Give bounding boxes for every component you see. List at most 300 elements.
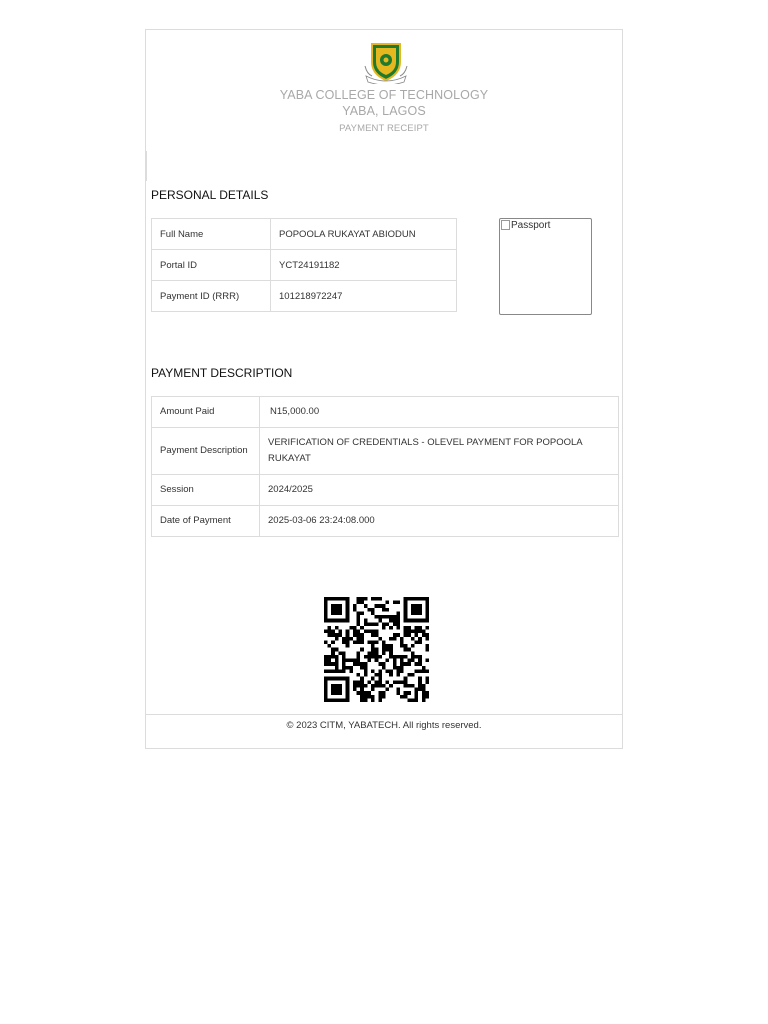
qr-module bbox=[371, 608, 375, 612]
qr-module bbox=[396, 611, 400, 615]
qr-module bbox=[342, 659, 346, 663]
qr-module bbox=[407, 662, 411, 666]
qr-module bbox=[353, 633, 357, 637]
qr-module bbox=[371, 633, 375, 637]
qr-module bbox=[386, 688, 390, 692]
qr-module bbox=[425, 637, 429, 641]
qr-module bbox=[396, 666, 400, 670]
qr-module bbox=[375, 659, 379, 663]
qr-module bbox=[335, 648, 339, 652]
qr-module bbox=[400, 662, 404, 666]
qr-module bbox=[360, 680, 364, 684]
qr-module bbox=[375, 684, 379, 688]
qr-module bbox=[415, 611, 419, 615]
qr-module bbox=[346, 680, 350, 684]
qr-module bbox=[425, 659, 429, 663]
qr-module bbox=[382, 662, 386, 666]
qr-module bbox=[357, 684, 361, 688]
qr-module bbox=[324, 604, 328, 608]
qr-module bbox=[367, 630, 371, 634]
qr-module bbox=[411, 619, 415, 623]
qr-module bbox=[360, 695, 364, 699]
qr-code bbox=[324, 597, 429, 702]
qr-module bbox=[338, 619, 342, 623]
qr-module bbox=[407, 633, 411, 637]
full-name-value: POPOOLA RUKAYAT ABIODUN bbox=[271, 219, 457, 250]
qr-module bbox=[360, 666, 364, 670]
qr-module bbox=[407, 626, 411, 630]
qr-module bbox=[425, 648, 429, 652]
footer-copyright: © 2023 CITM, YABATECH. All rights reserved. bbox=[286, 720, 482, 731]
qr-module bbox=[404, 601, 408, 605]
qr-module bbox=[364, 673, 368, 677]
qr-module bbox=[407, 684, 411, 688]
qr-module bbox=[335, 688, 339, 692]
qr-module bbox=[404, 611, 408, 615]
qr-module bbox=[382, 648, 386, 652]
qr-module bbox=[335, 597, 339, 601]
qr-module bbox=[357, 611, 361, 615]
qr-module bbox=[418, 604, 422, 608]
qr-module bbox=[415, 604, 419, 608]
qr-module bbox=[335, 633, 339, 637]
qr-module bbox=[404, 604, 408, 608]
qr-module bbox=[346, 688, 350, 692]
qr-module bbox=[411, 604, 415, 608]
qr-module bbox=[342, 666, 346, 670]
footer-divider bbox=[146, 714, 622, 715]
qr-module bbox=[357, 659, 361, 663]
qr-module bbox=[386, 659, 390, 663]
qr-module bbox=[386, 648, 390, 652]
qr-module bbox=[342, 597, 346, 601]
qr-module bbox=[389, 684, 393, 688]
qr-module bbox=[360, 633, 364, 637]
qr-module bbox=[324, 659, 328, 663]
qr-module bbox=[396, 688, 400, 692]
qr-module bbox=[360, 626, 364, 630]
qr-module bbox=[425, 615, 429, 619]
qr-module bbox=[411, 684, 415, 688]
qr-module bbox=[346, 611, 350, 615]
qr-module bbox=[364, 662, 368, 666]
qr-module bbox=[386, 608, 390, 612]
qr-module bbox=[364, 597, 368, 601]
qr-module bbox=[346, 640, 350, 644]
qr-module bbox=[346, 691, 350, 695]
qr-module bbox=[353, 640, 357, 644]
qr-module bbox=[375, 615, 379, 619]
qr-module bbox=[331, 677, 335, 681]
qr-module bbox=[415, 655, 419, 659]
qr-module bbox=[346, 659, 350, 663]
qr-module bbox=[400, 669, 404, 673]
qr-module bbox=[422, 666, 426, 670]
qr-module bbox=[382, 684, 386, 688]
qr-module bbox=[346, 677, 350, 681]
qr-module bbox=[342, 669, 346, 673]
qr-module bbox=[346, 637, 350, 641]
qr-module bbox=[386, 644, 390, 648]
qr-module bbox=[415, 640, 419, 644]
qr-module bbox=[386, 680, 390, 684]
qr-module bbox=[331, 648, 335, 652]
qr-module bbox=[393, 680, 397, 684]
qr-module bbox=[324, 611, 328, 615]
qr-module bbox=[353, 680, 357, 684]
qr-module bbox=[371, 611, 375, 615]
qr-module bbox=[331, 684, 335, 688]
qr-module bbox=[371, 677, 375, 681]
qr-module bbox=[349, 666, 353, 670]
qr-module bbox=[400, 655, 404, 659]
amount-paid-label: Amount Paid bbox=[152, 397, 260, 428]
table-row bbox=[152, 219, 457, 250]
qr-module bbox=[378, 669, 382, 673]
qr-module bbox=[407, 619, 411, 623]
qr-module bbox=[378, 615, 382, 619]
qr-module bbox=[378, 619, 382, 623]
qr-module bbox=[382, 695, 386, 699]
qr-module bbox=[422, 684, 426, 688]
qr-module bbox=[393, 666, 397, 670]
qr-module bbox=[331, 597, 335, 601]
qr-module bbox=[422, 630, 426, 634]
qr-module bbox=[346, 695, 350, 699]
qr-module bbox=[396, 655, 400, 659]
qr-module bbox=[415, 695, 419, 699]
qr-module bbox=[382, 622, 386, 626]
qr-module bbox=[346, 601, 350, 605]
qr-module bbox=[389, 655, 393, 659]
qr-module bbox=[353, 626, 357, 630]
qr-module bbox=[335, 669, 339, 673]
qr-module bbox=[328, 630, 332, 634]
qr-module bbox=[425, 644, 429, 648]
qr-module bbox=[418, 637, 422, 641]
qr-module bbox=[371, 622, 375, 626]
qr-module bbox=[342, 637, 346, 641]
qr-module bbox=[382, 644, 386, 648]
table-row bbox=[152, 250, 457, 281]
qr-module bbox=[386, 622, 390, 626]
qr-module bbox=[425, 604, 429, 608]
qr-module bbox=[422, 695, 426, 699]
qr-module bbox=[415, 691, 419, 695]
qr-module bbox=[331, 651, 335, 655]
qr-module bbox=[389, 619, 393, 623]
qr-module bbox=[375, 604, 379, 608]
qr-module bbox=[335, 604, 339, 608]
college-crest-logo bbox=[364, 38, 408, 84]
qr-module bbox=[328, 677, 332, 681]
qr-module bbox=[342, 677, 346, 681]
qr-module bbox=[364, 622, 368, 626]
qr-module bbox=[400, 644, 404, 648]
qr-module bbox=[404, 619, 408, 623]
qr-module bbox=[411, 597, 415, 601]
qr-module bbox=[415, 626, 419, 630]
qr-module bbox=[353, 662, 357, 666]
qr-module bbox=[364, 684, 368, 688]
qr-module bbox=[404, 655, 408, 659]
qr-module bbox=[324, 688, 328, 692]
qr-module bbox=[404, 626, 408, 630]
qr-module bbox=[357, 630, 361, 634]
qr-module bbox=[386, 669, 390, 673]
qr-module bbox=[360, 611, 364, 615]
qr-module bbox=[360, 648, 364, 652]
qr-module bbox=[407, 691, 411, 695]
qr-module bbox=[411, 611, 415, 615]
qr-module bbox=[324, 601, 328, 605]
personal-details-table bbox=[151, 218, 457, 312]
qr-module bbox=[396, 601, 400, 605]
qr-module bbox=[375, 680, 379, 684]
qr-module bbox=[328, 619, 332, 623]
qr-module bbox=[425, 633, 429, 637]
qr-module bbox=[400, 637, 404, 641]
qr-module bbox=[367, 659, 371, 663]
qr-module bbox=[371, 698, 375, 702]
qr-module bbox=[378, 655, 382, 659]
qr-module bbox=[328, 626, 332, 630]
table-row bbox=[152, 506, 619, 537]
qr-module bbox=[382, 651, 386, 655]
qr-module bbox=[328, 633, 332, 637]
qr-module bbox=[357, 673, 361, 677]
qr-module bbox=[407, 630, 411, 634]
qr-module bbox=[353, 630, 357, 634]
qr-module bbox=[425, 626, 429, 630]
qr-module bbox=[407, 659, 411, 663]
qr-module bbox=[415, 597, 419, 601]
portal-id-value: YCT24191182 bbox=[271, 250, 457, 281]
qr-module bbox=[422, 619, 426, 623]
session-value: 2024/2025 bbox=[260, 475, 619, 506]
qr-module bbox=[378, 637, 382, 641]
qr-module bbox=[357, 601, 361, 605]
qr-module bbox=[371, 688, 375, 692]
qr-module bbox=[364, 666, 368, 670]
qr-module bbox=[367, 640, 371, 644]
qr-module bbox=[386, 601, 390, 605]
qr-module bbox=[375, 673, 379, 677]
qr-module bbox=[404, 695, 408, 699]
qr-module bbox=[415, 633, 419, 637]
qr-module bbox=[357, 637, 361, 641]
qr-module bbox=[378, 662, 382, 666]
qr-module bbox=[367, 680, 371, 684]
qr-module bbox=[324, 608, 328, 612]
qr-module bbox=[393, 662, 397, 666]
qr-module bbox=[357, 680, 361, 684]
qr-module bbox=[331, 611, 335, 615]
institution-name: YABA COLLEGE OF TECHNOLOGY bbox=[279, 88, 489, 102]
qr-module bbox=[422, 691, 426, 695]
passport-photo bbox=[499, 218, 592, 315]
payment-description-label: Payment Description bbox=[152, 428, 260, 475]
qr-module bbox=[386, 615, 390, 619]
qr-module bbox=[393, 633, 397, 637]
qr-module bbox=[335, 626, 339, 630]
qr-module bbox=[357, 633, 361, 637]
qr-module bbox=[338, 684, 342, 688]
qr-module bbox=[425, 608, 429, 612]
qr-module bbox=[349, 637, 353, 641]
qr-module bbox=[389, 648, 393, 652]
qr-module bbox=[342, 651, 346, 655]
qr-module bbox=[353, 608, 357, 612]
qr-module bbox=[422, 688, 426, 692]
qr-module bbox=[378, 691, 382, 695]
qr-module bbox=[338, 604, 342, 608]
qr-module bbox=[324, 597, 328, 601]
qr-module bbox=[407, 648, 411, 652]
qr-module bbox=[422, 669, 426, 673]
qr-module bbox=[346, 684, 350, 688]
qr-module bbox=[382, 640, 386, 644]
qr-module bbox=[415, 688, 419, 692]
qr-module bbox=[396, 626, 400, 630]
qr-module bbox=[353, 659, 357, 663]
qr-module bbox=[418, 630, 422, 634]
qr-module bbox=[425, 695, 429, 699]
qr-module bbox=[357, 691, 361, 695]
qr-module bbox=[375, 651, 379, 655]
date-of-payment-label: Date of Payment bbox=[152, 506, 260, 537]
qr-module bbox=[346, 666, 350, 670]
qr-module bbox=[382, 626, 386, 630]
qr-module bbox=[324, 619, 328, 623]
qr-module bbox=[425, 601, 429, 605]
qr-module bbox=[360, 597, 364, 601]
qr-module bbox=[371, 684, 375, 688]
qr-module bbox=[335, 608, 339, 612]
qr-module bbox=[324, 630, 328, 634]
qr-module bbox=[331, 640, 335, 644]
qr-module bbox=[353, 604, 357, 608]
qr-module bbox=[415, 619, 419, 623]
qr-module bbox=[335, 698, 339, 702]
qr-module bbox=[331, 691, 335, 695]
qr-module bbox=[418, 619, 422, 623]
qr-module bbox=[331, 604, 335, 608]
qr-module bbox=[404, 691, 408, 695]
qr-module bbox=[418, 677, 422, 681]
qr-module bbox=[364, 619, 368, 623]
qr-module bbox=[338, 597, 342, 601]
date-of-payment-value: 2025-03-06 23:24:08.000 bbox=[260, 506, 619, 537]
qr-module bbox=[349, 659, 353, 663]
qr-module bbox=[371, 640, 375, 644]
qr-module bbox=[357, 662, 361, 666]
qr-module bbox=[342, 640, 346, 644]
qr-module bbox=[418, 684, 422, 688]
document-type: PAYMENT RECEIPT bbox=[339, 123, 429, 134]
qr-module bbox=[360, 691, 364, 695]
qr-module bbox=[342, 619, 346, 623]
qr-module bbox=[364, 655, 368, 659]
qr-module bbox=[324, 677, 328, 681]
qr-module bbox=[415, 662, 419, 666]
qr-module bbox=[393, 601, 397, 605]
qr-module bbox=[393, 637, 397, 641]
qr-module bbox=[407, 673, 411, 677]
qr-module bbox=[349, 626, 353, 630]
qr-module bbox=[338, 698, 342, 702]
qr-module bbox=[338, 608, 342, 612]
qr-module bbox=[331, 630, 335, 634]
qr-module bbox=[335, 655, 339, 659]
qr-module bbox=[360, 677, 364, 681]
table-row bbox=[152, 475, 619, 506]
qr-module bbox=[346, 633, 350, 637]
qr-module bbox=[382, 691, 386, 695]
qr-module bbox=[338, 677, 342, 681]
qr-module bbox=[382, 604, 386, 608]
qr-module bbox=[367, 655, 371, 659]
qr-module bbox=[418, 680, 422, 684]
qr-module bbox=[364, 691, 368, 695]
full-name-label: Full Name bbox=[152, 219, 271, 250]
qr-module bbox=[357, 640, 361, 644]
qr-module bbox=[346, 698, 350, 702]
qr-module bbox=[371, 651, 375, 655]
qr-module bbox=[425, 677, 429, 681]
qr-module bbox=[353, 688, 357, 692]
qr-module bbox=[400, 659, 404, 663]
qr-module bbox=[425, 611, 429, 615]
qr-module bbox=[324, 615, 328, 619]
qr-module bbox=[375, 622, 379, 626]
qr-module bbox=[389, 673, 393, 677]
qr-module bbox=[338, 611, 342, 615]
qr-module bbox=[346, 597, 350, 601]
qr-module bbox=[335, 666, 339, 670]
qr-module bbox=[324, 691, 328, 695]
qr-module bbox=[393, 622, 397, 626]
qr-module bbox=[367, 608, 371, 612]
qr-module bbox=[411, 698, 415, 702]
qr-module bbox=[411, 608, 415, 612]
qr-module bbox=[396, 619, 400, 623]
qr-module bbox=[324, 684, 328, 688]
qr-module bbox=[324, 640, 328, 644]
qr-module bbox=[411, 637, 415, 641]
qr-module bbox=[389, 644, 393, 648]
qr-module bbox=[418, 655, 422, 659]
qr-module bbox=[360, 698, 364, 702]
qr-module bbox=[389, 651, 393, 655]
qr-module bbox=[389, 669, 393, 673]
qr-module bbox=[396, 615, 400, 619]
qr-module bbox=[360, 688, 364, 692]
qr-module bbox=[353, 684, 357, 688]
qr-module bbox=[375, 597, 379, 601]
qr-module bbox=[396, 622, 400, 626]
qr-module bbox=[404, 680, 408, 684]
qr-module bbox=[375, 630, 379, 634]
qr-module bbox=[338, 688, 342, 692]
qr-module bbox=[371, 648, 375, 652]
qr-module bbox=[378, 680, 382, 684]
payment-receipt bbox=[145, 29, 623, 749]
qr-module bbox=[378, 604, 382, 608]
qr-module bbox=[378, 673, 382, 677]
qr-module bbox=[357, 655, 361, 659]
qr-module bbox=[335, 611, 339, 615]
